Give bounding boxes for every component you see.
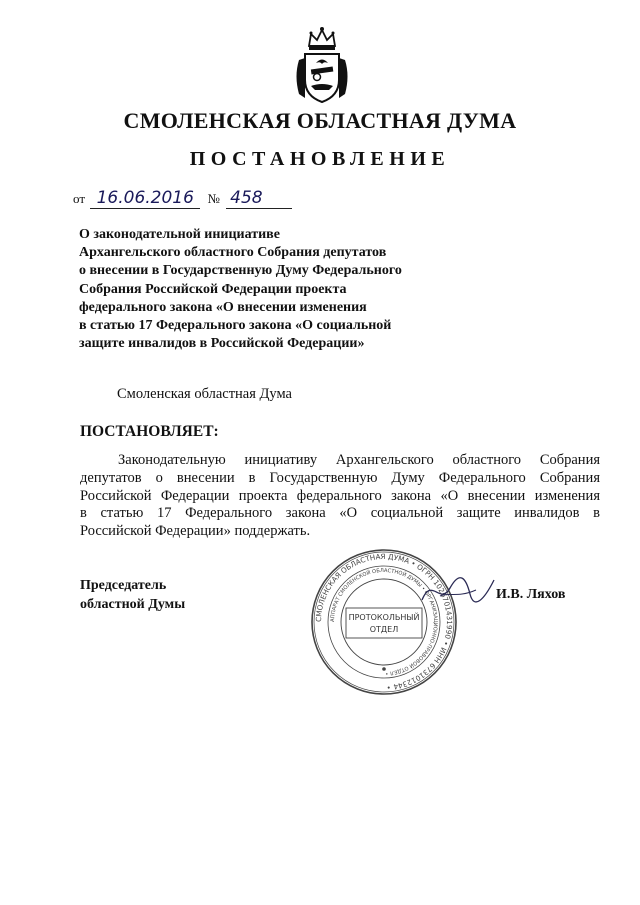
- date-number-line: [73, 188, 292, 209]
- stamp-center-line2: ОТДЕЛ: [369, 625, 399, 634]
- signer-name: И.В. Ляхов: [496, 587, 566, 602]
- number-prefix: №: [207, 191, 220, 206]
- handwritten-date: 16.06.2016: [90, 188, 200, 209]
- subject-line: О законодательной инициативе: [79, 227, 280, 242]
- signer-title-line: Председатель: [80, 578, 167, 593]
- body-line: Российской Федерации» поддержать.: [80, 523, 311, 540]
- handwritten-signature: [418, 570, 498, 610]
- subject-line: защите инвалидов в Российской Федерации»: [79, 336, 365, 352]
- subject-line: Архангельского областного Собрания депутатов: [79, 245, 387, 261]
- body-line: в статью 17 Федерального закона «О социальной защите инвалидов в: [80, 505, 600, 522]
- date-prefix: от: [73, 191, 86, 206]
- coat-of-arms-emblem: [291, 24, 353, 104]
- subject-line: в статью 17 Федерального закона «О социальной: [79, 318, 392, 334]
- body-line: Российской Федерации проекта федерального закона «О внесении изменения: [80, 487, 600, 504]
- body-line: депутатов о внесении в Государственную Думу Федерального Собрания: [80, 469, 600, 486]
- organization-title: СМОЛЕНСКАЯ ОБЛАСТНАЯ ДУМА: [123, 108, 517, 133]
- stamp-center-line1: ПРОТОКОЛЬНЫЙ: [348, 613, 420, 622]
- signature-scribble-icon: [418, 570, 498, 610]
- signer-title: [80, 577, 185, 614]
- stamp-outer-text: СМОЛЕНСКАЯ ОБЛАСТНАЯ ДУМА • ОГРН 1026701431990 • ИНН 6731012344 •: [313, 551, 455, 692]
- stamp-inner-text: АППАРАТ СМОЛЕНСКОЙ ОБЛАСТНОЙ ДУМЫ • ОРГАНИЗАЦИОННО-ПРАВОВОЙ ОТДЕЛ •: [329, 567, 439, 677]
- body-line: Законодательную инициативу Архангельского областного Собрания: [118, 452, 600, 468]
- decrees-heading: ПОСТАНОВЛЯЕТ:: [80, 423, 219, 440]
- resolution-body: [80, 452, 600, 541]
- preamble-text: Смоленская областная Дума: [117, 386, 292, 402]
- subject-block: [79, 226, 459, 353]
- subject-line: о внесении в Государственную Думу Федерального: [79, 263, 402, 279]
- subject-line: федерального закона «О внесении изменения: [79, 299, 367, 315]
- signer-title-line: областной Думы: [80, 596, 186, 612]
- document-type-heading: ПОСТАНОВЛЕНИЕ: [189, 148, 451, 170]
- coat-of-arms-icon: [291, 24, 353, 104]
- handwritten-number: 458: [226, 188, 292, 209]
- subject-line: Собрания Российской Федерации проекта: [79, 281, 347, 297]
